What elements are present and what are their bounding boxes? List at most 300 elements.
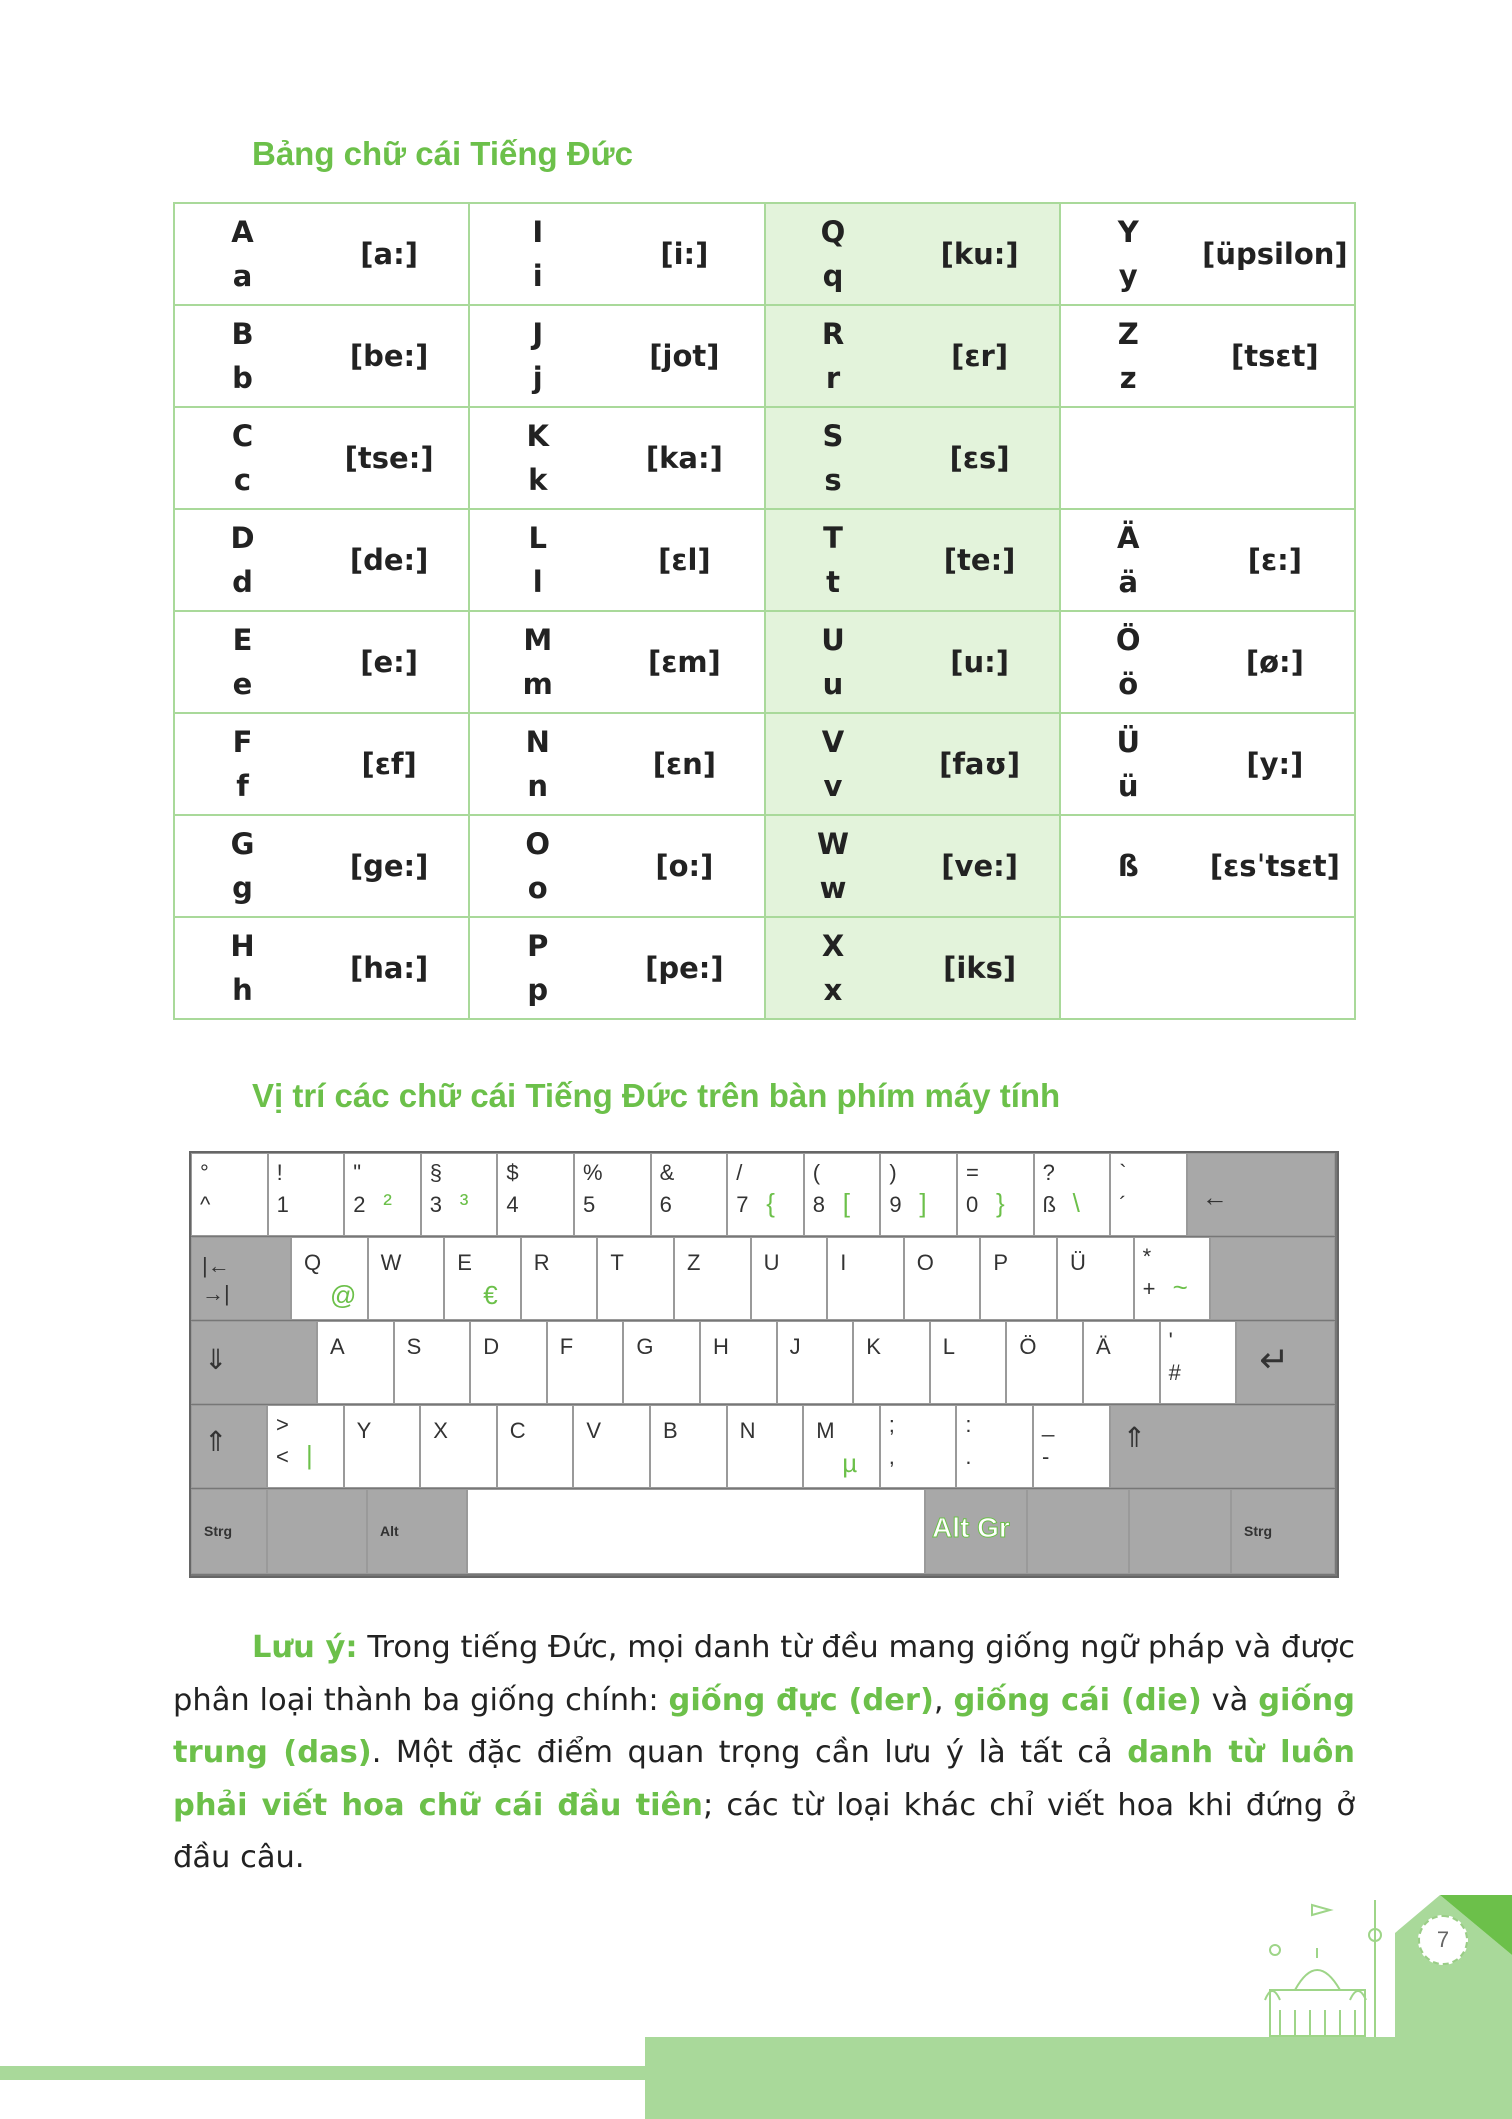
letter-pair xyxy=(1061,714,1196,814)
table-row xyxy=(174,611,1355,713)
letter-pair xyxy=(175,918,310,1018)
letter-pair xyxy=(470,714,605,814)
letter-cell xyxy=(1060,713,1355,815)
altgr-symbol: € xyxy=(483,1280,498,1310)
letter-pair xyxy=(766,918,901,1018)
alphabet-table xyxy=(173,202,1356,1020)
key xyxy=(317,1321,394,1404)
letter-pair xyxy=(470,816,605,916)
uppercase-letter: V xyxy=(821,725,845,759)
key-label: ( xyxy=(812,1160,821,1185)
key-label: 4 xyxy=(506,1192,519,1217)
key-label: ^ xyxy=(200,1192,211,1217)
pronunciation: [ɛs] xyxy=(949,441,1010,475)
key-label: * xyxy=(1142,1244,1152,1269)
key-label: B xyxy=(663,1418,678,1443)
key xyxy=(777,1321,854,1404)
uppercase-letter: W xyxy=(817,827,849,861)
pronunciation: [üpsilon] xyxy=(1202,237,1348,271)
key xyxy=(394,1321,471,1404)
lowercase-letter: ä xyxy=(1118,565,1139,599)
letter-cell xyxy=(1060,917,1355,1019)
key-label: Alt xyxy=(380,1523,399,1539)
letter-cell xyxy=(174,815,469,917)
lowercase-letter: x xyxy=(823,973,843,1007)
altgr-symbol: µ xyxy=(842,1448,858,1478)
lowercase-letter: ü xyxy=(1117,769,1139,803)
key-label: K xyxy=(866,1334,881,1359)
letter-pair xyxy=(175,714,310,814)
lowercase-letter: u xyxy=(822,667,844,701)
uppercase-letter: R xyxy=(821,317,845,351)
letter-pair xyxy=(470,510,605,610)
letter-pair xyxy=(1061,816,1196,916)
table-row xyxy=(174,713,1355,815)
key xyxy=(1006,1321,1083,1404)
pronunciation: [tsɛt] xyxy=(1231,339,1319,373)
letter-pair xyxy=(470,306,605,406)
altgr-symbol: { xyxy=(766,1188,775,1218)
key xyxy=(827,1237,904,1320)
pronunciation: [u:] xyxy=(950,645,1009,679)
lowercase-letter: m xyxy=(522,667,553,701)
table-row xyxy=(174,203,1355,305)
letter-cell xyxy=(174,611,469,713)
key-label: - xyxy=(1042,1444,1050,1469)
key-label: " xyxy=(353,1160,361,1185)
letter-pair xyxy=(1061,306,1196,406)
key-label: M xyxy=(816,1418,835,1443)
key-label: / xyxy=(736,1160,743,1185)
lowercase-letter: e xyxy=(232,667,253,701)
uppercase-letter: E xyxy=(232,623,253,657)
letter-cell xyxy=(765,917,1060,1019)
key-label: > xyxy=(276,1412,289,1437)
letter-pair xyxy=(1061,612,1196,712)
uppercase-letter: Y xyxy=(1117,215,1139,249)
key xyxy=(930,1321,1007,1404)
lowercase-letter: y xyxy=(1118,259,1138,293)
letter-pair xyxy=(1061,510,1196,610)
key-label: 1 xyxy=(276,1192,289,1217)
note-text: Trong tiếng Đức, mọi danh từ đều mang giống ngữ pháp và được phân loại thành ba giống chính: xyxy=(173,1630,1355,1718)
key xyxy=(700,1321,777,1404)
letter-cell xyxy=(765,509,1060,611)
key xyxy=(623,1321,700,1404)
key xyxy=(268,1153,345,1236)
lowercase-letter: z xyxy=(1119,361,1137,395)
pronunciation: [ge:] xyxy=(349,849,429,883)
backspace-icon: ← xyxy=(1201,1182,1228,1212)
uppercase-letter: Ü xyxy=(1116,725,1141,759)
enter-key-top xyxy=(1210,1237,1335,1320)
letter-pair xyxy=(766,408,901,508)
key xyxy=(904,1237,981,1320)
key-label: ° xyxy=(200,1160,209,1185)
altgr-key xyxy=(925,1489,1027,1574)
german-keyboard-diagram xyxy=(189,1151,1339,1578)
letter-pair xyxy=(766,612,901,712)
key-label: 7 xyxy=(736,1192,749,1217)
uppercase-letter: D xyxy=(230,521,255,555)
key-label: C xyxy=(509,1418,526,1443)
letter-cell xyxy=(765,815,1060,917)
lowercase-letter: k xyxy=(528,463,548,497)
letter-cell xyxy=(1060,509,1355,611)
uppercase-letter: Z xyxy=(1117,317,1139,351)
key-label: ! xyxy=(276,1160,283,1185)
key-label: ` xyxy=(1119,1160,1127,1185)
key xyxy=(470,1321,547,1404)
pronunciation: [ku:] xyxy=(940,237,1019,271)
lowercase-letter: d xyxy=(232,565,253,599)
key-label: 6 xyxy=(659,1192,672,1217)
pronunciation: [ɛsˈtsɛt] xyxy=(1209,849,1340,883)
key xyxy=(573,1405,650,1488)
key xyxy=(651,1153,728,1236)
key-label: % xyxy=(583,1160,603,1185)
lowercase-letter: g xyxy=(232,871,253,905)
key xyxy=(956,1405,1033,1488)
key-label: Y xyxy=(356,1418,372,1443)
letter-cell xyxy=(1060,305,1355,407)
key xyxy=(727,1153,804,1236)
key-label: I xyxy=(840,1250,847,1275)
uppercase-letter: K xyxy=(526,419,549,453)
key xyxy=(497,1153,574,1236)
key-label: 3 xyxy=(429,1192,443,1217)
letter-pair xyxy=(470,408,605,508)
footer-bar xyxy=(645,2037,1512,2119)
key xyxy=(1134,1237,1211,1320)
key-label: Strg xyxy=(204,1523,232,1539)
pronunciation: [y:] xyxy=(1246,747,1304,781)
key-label: J xyxy=(789,1334,801,1359)
pronunciation: [a:] xyxy=(360,237,418,271)
key-label: U xyxy=(763,1250,780,1275)
pronunciation: [i:] xyxy=(660,237,709,271)
note-text: và xyxy=(1201,1682,1259,1718)
pronunciation: [ha:] xyxy=(349,951,429,985)
key-label: Alt Gr xyxy=(932,1512,1010,1543)
shift-icon: ⇑ xyxy=(204,1426,228,1457)
keyboard-heading: Vị trí các chữ cái Tiếng Đức trên bàn phím máy tính xyxy=(252,1077,1061,1114)
key-label: Ö xyxy=(1019,1334,1037,1359)
lowercase-letter: r xyxy=(825,361,841,395)
key-label: 9 xyxy=(889,1192,902,1217)
letter-cell xyxy=(765,305,1060,407)
letter-cell xyxy=(174,203,469,305)
table-row xyxy=(174,815,1355,917)
uppercase-letter: U xyxy=(821,623,845,657)
key-label: 2 xyxy=(353,1192,366,1217)
key xyxy=(674,1237,751,1320)
key xyxy=(521,1237,598,1320)
lowercase-letter: a xyxy=(232,259,253,293)
key-label: W xyxy=(380,1250,402,1275)
key xyxy=(1034,1153,1111,1236)
key-label: S xyxy=(406,1334,422,1359)
lowercase-letter: j xyxy=(532,361,543,395)
shift-key xyxy=(191,1405,267,1488)
berlin-skyline-illustration xyxy=(1250,1890,1400,2040)
letter-cell xyxy=(1060,407,1355,509)
key-label: 8 xyxy=(812,1192,826,1217)
key xyxy=(1057,1237,1134,1320)
letter-cell xyxy=(1060,815,1355,917)
lowercase-letter: f xyxy=(236,769,249,803)
key-label: = xyxy=(966,1160,979,1185)
uppercase-letter: B xyxy=(231,317,254,351)
letter-pair xyxy=(766,204,901,304)
altgr-symbol: @ xyxy=(330,1280,357,1310)
uppercase-letter: G xyxy=(230,827,255,861)
letter-pair xyxy=(1061,408,1196,508)
pronunciation: [ɛf] xyxy=(361,747,417,781)
letter-pair xyxy=(1061,918,1196,1018)
uppercase-letter: M xyxy=(523,623,553,657)
note-bold: danh từ luôn phải viết hoa chữ cái đầu tiên xyxy=(173,1735,1355,1823)
letter-cell xyxy=(174,509,469,611)
letter-cell xyxy=(469,713,764,815)
letter-pair xyxy=(766,510,901,610)
lowercase-letter: p xyxy=(527,973,549,1007)
key-label: V xyxy=(586,1418,602,1443)
pronunciation: [ɛl] xyxy=(658,543,711,577)
altgr-symbol: } xyxy=(996,1188,1005,1218)
key-label: . xyxy=(965,1444,972,1469)
lowercase-letter: q xyxy=(822,259,844,293)
key-label: 5 xyxy=(583,1192,596,1217)
lowercase-letter: n xyxy=(527,769,549,803)
pronunciation: [pe:] xyxy=(645,951,724,985)
note-bold: giống đực (der) xyxy=(668,1682,934,1718)
key xyxy=(421,1153,498,1236)
letter-cell xyxy=(174,305,469,407)
uppercase-letter: T xyxy=(823,521,843,555)
shift-right-key xyxy=(1110,1405,1335,1488)
pronunciation: [te:] xyxy=(943,543,1016,577)
altgr-symbol: ³ xyxy=(459,1188,469,1218)
uppercase-letter: P xyxy=(527,929,549,963)
key xyxy=(751,1237,828,1320)
note-bold: giống trung (das) xyxy=(173,1682,1356,1770)
key-label: ´ xyxy=(1119,1192,1127,1217)
key-label: ; xyxy=(888,1412,895,1437)
letter-cell xyxy=(174,407,469,509)
table-row xyxy=(174,407,1355,509)
lowercase-letter: v xyxy=(823,769,843,803)
pronunciation: [e:] xyxy=(360,645,419,679)
key-label: Q xyxy=(304,1250,322,1275)
letter-cell xyxy=(765,407,1060,509)
key xyxy=(803,1405,880,1488)
uppercase-letter: L xyxy=(528,521,547,555)
key-label: Ü xyxy=(1070,1250,1086,1275)
pronunciation: [ɛn] xyxy=(652,747,717,781)
letter-pair xyxy=(470,918,605,1018)
uppercase-letter: H xyxy=(230,929,255,963)
tab-icon: |← →| xyxy=(202,1253,230,1306)
enter-icon: ↵ xyxy=(1259,1339,1290,1380)
uppercase-letter: N xyxy=(525,725,550,759)
letter-cell xyxy=(174,917,469,1019)
caps-lock-key xyxy=(191,1321,317,1404)
pronunciation: [de:] xyxy=(349,543,429,577)
note-bold: giống cái (die) xyxy=(953,1682,1202,1718)
key-label: § xyxy=(429,1160,443,1185)
lowercase-letter: i xyxy=(532,259,543,293)
letter-cell xyxy=(469,203,764,305)
pronunciation: [faʊ] xyxy=(939,747,1021,781)
key-label: Ä xyxy=(1096,1334,1111,1359)
letter-pair xyxy=(175,408,310,508)
key xyxy=(880,1153,957,1236)
key-label: < xyxy=(276,1444,289,1469)
letter-cell xyxy=(469,815,764,917)
letter-cell xyxy=(469,611,764,713)
blank-key xyxy=(1027,1489,1129,1574)
key xyxy=(1110,1153,1187,1236)
lowercase-letter: ö xyxy=(1118,667,1139,701)
lowercase-letter: c xyxy=(233,463,252,497)
key xyxy=(344,1153,421,1236)
letter-pair xyxy=(175,510,310,610)
key xyxy=(344,1405,421,1488)
key-label: A xyxy=(330,1334,345,1359)
note-text: . Một đặc điểm quan trọng cần lưu ý là tất cả xyxy=(371,1735,1128,1770)
letter-pair xyxy=(470,204,605,304)
letter-cell xyxy=(765,713,1060,815)
lowercase-letter: o xyxy=(527,871,548,905)
pronunciation: [o:] xyxy=(655,849,714,883)
blank-key xyxy=(1129,1489,1231,1574)
letter-cell xyxy=(469,407,764,509)
enter-key xyxy=(1236,1321,1335,1404)
uppercase-letter: I xyxy=(532,215,544,249)
footer-line xyxy=(0,2066,660,2080)
backspace-key xyxy=(1187,1153,1335,1236)
note-text: ; các từ loại khác chỉ viết hoa khi đứng ở đầu câu. xyxy=(173,1787,1355,1875)
altgr-symbol: [ xyxy=(842,1188,851,1218)
pronunciation: [be:] xyxy=(349,339,429,373)
key-label: N xyxy=(739,1418,756,1443)
lowercase-letter: b xyxy=(232,361,253,395)
key xyxy=(547,1321,624,1404)
key-label: Z xyxy=(687,1250,701,1275)
letter-pair xyxy=(175,816,310,916)
uppercase-letter: Q xyxy=(820,215,846,249)
lowercase-letter: t xyxy=(826,565,840,599)
letter-pair xyxy=(766,816,901,916)
key-label: O xyxy=(916,1250,934,1275)
lowercase-letter: s xyxy=(824,463,842,497)
key-label: _ xyxy=(1042,1412,1055,1437)
key xyxy=(650,1405,727,1488)
key xyxy=(444,1237,521,1320)
pronunciation: [ø:] xyxy=(1245,645,1304,679)
key-label: H xyxy=(713,1334,729,1359)
key-label: ß xyxy=(1042,1192,1057,1217)
key xyxy=(291,1237,368,1320)
alphabet-table-heading: Bảng chữ cái Tiếng Đức xyxy=(252,135,633,172)
key xyxy=(1083,1321,1160,1404)
altgr-symbol: ~ xyxy=(1172,1272,1188,1302)
lowercase-letter: h xyxy=(232,973,253,1007)
key-label: P xyxy=(993,1250,1009,1275)
uppercase-letter: Ä xyxy=(1117,521,1140,555)
letter-cell xyxy=(174,713,469,815)
letter-cell xyxy=(469,917,764,1019)
pronunciation xyxy=(1196,408,1354,508)
table-row xyxy=(174,917,1355,1019)
pronunciation: [iks] xyxy=(943,951,1017,985)
letter-cell xyxy=(469,305,764,407)
pronunciation: [ɛr] xyxy=(951,339,1009,373)
letter-pair xyxy=(175,612,310,712)
key xyxy=(727,1405,804,1488)
key xyxy=(980,1237,1057,1320)
pronunciation: [ɛm] xyxy=(647,645,721,679)
key xyxy=(267,1405,344,1488)
key xyxy=(368,1237,445,1320)
key xyxy=(804,1153,881,1236)
letter-cell xyxy=(469,509,764,611)
key-label: L xyxy=(942,1334,956,1359)
key-label: : xyxy=(965,1412,972,1437)
note-text: , xyxy=(933,1682,954,1718)
uppercase-letter: ß xyxy=(1117,849,1139,883)
key-label: # xyxy=(1168,1360,1181,1385)
uppercase-letter: A xyxy=(231,215,254,249)
key-label: E xyxy=(457,1250,472,1275)
blank-key xyxy=(267,1489,367,1574)
key xyxy=(957,1153,1034,1236)
pronunciation: [ɛ:] xyxy=(1247,543,1302,577)
key xyxy=(880,1405,957,1488)
uppercase-letter: X xyxy=(821,929,845,963)
key xyxy=(853,1321,930,1404)
key xyxy=(597,1237,674,1320)
letter-pair xyxy=(175,306,310,406)
key xyxy=(1160,1321,1237,1404)
tab-key xyxy=(191,1237,291,1320)
key-label: G xyxy=(636,1334,654,1359)
uppercase-letter: J xyxy=(532,317,544,351)
table-row xyxy=(174,305,1355,407)
key xyxy=(420,1405,497,1488)
key-label: F xyxy=(559,1334,574,1359)
altgr-symbol: \ xyxy=(1072,1188,1080,1218)
note-label: Lưu ý: xyxy=(252,1630,358,1665)
caps-lock-icon: ⇓ xyxy=(204,1344,228,1375)
key-label: , xyxy=(888,1444,895,1469)
letter-pair xyxy=(175,204,310,304)
pronunciation: [jot] xyxy=(649,339,720,373)
key-label: ? xyxy=(1042,1160,1055,1185)
letter-cell xyxy=(1060,611,1355,713)
uppercase-letter: C xyxy=(231,419,254,453)
uppercase-letter: F xyxy=(232,725,253,759)
key-label: + xyxy=(1142,1276,1156,1301)
key xyxy=(574,1153,651,1236)
uppercase-letter: O xyxy=(525,827,551,861)
key-label: ) xyxy=(889,1160,897,1185)
key-label: X xyxy=(433,1418,448,1443)
altgr-symbol: ] xyxy=(919,1188,927,1218)
letter-pair xyxy=(766,306,901,406)
key-label: 0 xyxy=(966,1192,979,1217)
